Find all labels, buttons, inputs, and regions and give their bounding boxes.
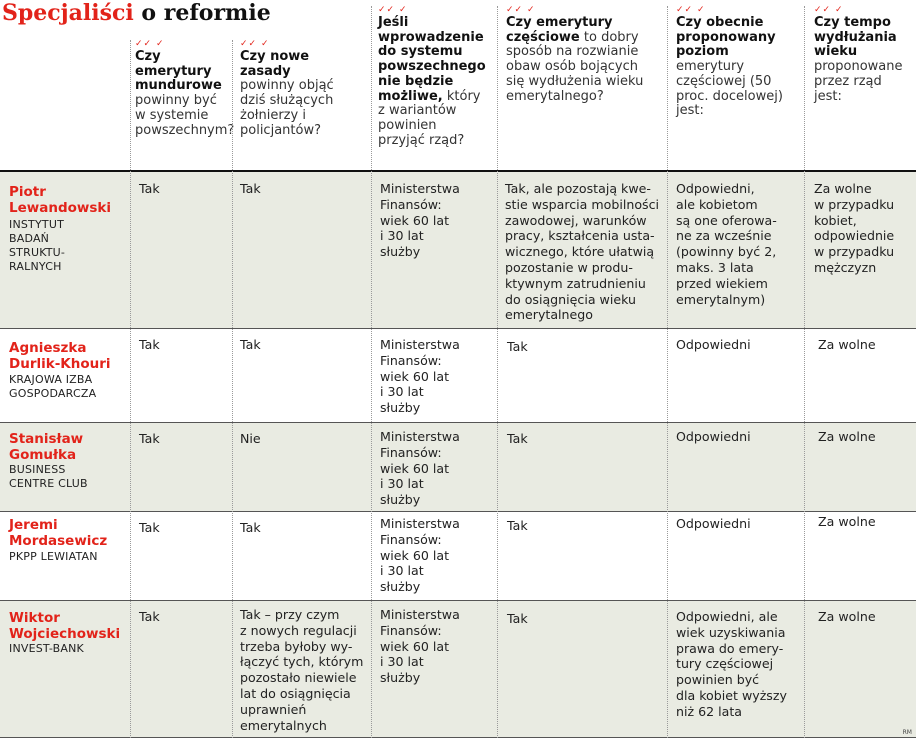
- answer-cell: Odpowiedni, ale kobietom są one oferowa- ne za wcześnie (powinny być 2, maks. 3 lata przed wiekiem emerytalnym): [676, 181, 777, 307]
- answer-cell: Za wolne w przypadku kobiet, odpowiednie w przypadku mężczyzn: [814, 181, 895, 275]
- title-black-part: o reformie: [141, 0, 271, 26]
- expert-org: INVEST-BANK: [9, 642, 84, 655]
- infographic-title: [2, 0, 271, 26]
- column-header-4: [506, 6, 656, 170]
- expert-name: Piotr Lewandowski: [9, 184, 112, 216]
- answer-cell: Ministerstwa Finansów: wiek 60 lat i 30 lat służby: [380, 516, 460, 595]
- answer-cell: Tak, ale pozostają kwe- stie wsparcia mobilności zawodowej, warunków pracy, kształcenia usta- wicznego, które ułatwią pozostanie w produ- ktywnym zatrudnieniu do osiągnięcia wieku emerytalnego: [505, 181, 660, 323]
- answer-cell: Tak: [507, 431, 528, 446]
- answer-cell: Tak: [139, 181, 160, 196]
- column-header-2-bold: Czy nowe zasady: [240, 49, 310, 79]
- column-header-1-bold: Czy emerytury mundurowe: [135, 49, 222, 94]
- column-header-4-text: to dobry sposób na rozwianie obaw osób bojących się wydłużenia wieku emerytalnego?: [506, 29, 644, 104]
- column-header-3-text: który z wariantów powinien przyjąć rząd?: [378, 88, 481, 148]
- answer-cell: Tak: [139, 609, 160, 624]
- answer-cell: Ministerstwa Finansów: wiek 60 lat i 30 lat służby: [380, 337, 460, 416]
- expert-org: PKPP LEWIATAN: [9, 550, 98, 563]
- answer-cell: Tak: [139, 337, 160, 352]
- answer-cell: Odpowiedni, ale wiek uzyskiwania prawa do emery- tury częściowej powinien być dla kobiet wyższy niż 62 lata: [676, 609, 787, 719]
- expert-name: Jeremi Mordasewicz: [9, 517, 108, 549]
- expert-org: INSTYTUT BADAŃ STRUKTU- RALNYCH: [9, 218, 66, 273]
- checkmark-icon: ✓✓ ✓: [506, 5, 536, 15]
- expert-org: KRAJOWA IZBA GOSPODARCZA: [9, 373, 97, 400]
- answer-cell: Nie: [240, 431, 261, 446]
- column-header-5-text: emerytury częściowej (50 proc. docelowej) jest:: [676, 59, 783, 119]
- answer-cell: Tak – przy czym z nowych regulacji trzeba byłoby wy- łączyć tych, którym pozostało niewiele lat do osiągnięcia uprawnień emerytalnych: [240, 607, 364, 733]
- answer-cell: Odpowiedni: [676, 337, 751, 352]
- column-header-5-bold: Czy obecnie proponowany poziom: [676, 15, 776, 60]
- checkmark-icon: ✓✓ ✓: [135, 39, 165, 49]
- expert-name: Wiktor Wojciechowski: [9, 610, 121, 642]
- answer-cell: Ministerstwa Finansów: wiek 60 lat i 30 lat służby: [380, 429, 460, 508]
- checkmark-icon: ✓✓ ✓: [240, 39, 270, 49]
- answer-cell: Odpowiedni: [676, 429, 751, 444]
- author-credit: RM: [902, 729, 912, 736]
- answer-cell: Odpowiedni: [676, 516, 751, 531]
- column-header-1-text: powinny być w systemie powszechnym?: [135, 93, 235, 138]
- checkmark-icon: ✓✓ ✓: [814, 5, 844, 15]
- expert-org: BUSINESS CENTRE CLUB: [9, 463, 88, 490]
- answer-cell: Tak: [507, 339, 528, 354]
- answer-cell: Tak: [507, 518, 528, 533]
- column-header-2-text: powinny objąć dziś służących żołnierzy i policjantów?: [240, 78, 334, 138]
- answer-cell: Za wolne: [818, 609, 876, 624]
- checkmark-icon: ✓✓ ✓: [378, 5, 408, 15]
- title-red-part: Specjaliści: [2, 0, 134, 26]
- column-divider: [232, 40, 233, 738]
- answer-cell: Tak: [139, 520, 160, 535]
- column-divider: [497, 6, 498, 738]
- column-divider: [371, 6, 372, 738]
- answer-cell: Za wolne: [818, 514, 876, 529]
- answer-cell: Tak: [507, 611, 528, 626]
- answer-cell: Za wolne: [818, 429, 876, 444]
- answer-cell: Tak: [240, 181, 261, 196]
- answer-cell: Tak: [139, 431, 160, 446]
- column-header-6-bold: Czy tempo wydłużania wieku: [814, 15, 897, 60]
- column-header-5: [676, 6, 786, 170]
- column-header-3-bold: Jeśli wprowadzenie do systemu powszechnego nie będzie możliwe,: [378, 15, 486, 104]
- expert-name: Stanisław Gomułka: [9, 431, 84, 463]
- column-header-6: [814, 6, 912, 170]
- column-header-6-text: proponowane przez rząd jest:: [814, 59, 903, 104]
- column-header-4-bold: Czy emerytury częściowe: [506, 15, 613, 45]
- column-divider: [667, 6, 668, 738]
- answer-cell: Tak: [240, 520, 261, 535]
- column-divider: [130, 40, 131, 738]
- answer-cell: Ministerstwa Finansów: wiek 60 lat i 30 lat służby: [380, 607, 460, 686]
- answer-cell: Tak: [240, 337, 261, 352]
- expert-name: Agnieszka Durlik-Khouri: [9, 340, 111, 372]
- answer-cell: Za wolne: [818, 337, 876, 352]
- answer-cell: Ministerstwa Finansów: wiek 60 lat i 30 lat służby: [380, 181, 460, 260]
- column-header-3: [378, 6, 484, 170]
- checkmark-icon: ✓✓ ✓: [676, 5, 706, 15]
- column-divider: [804, 6, 805, 738]
